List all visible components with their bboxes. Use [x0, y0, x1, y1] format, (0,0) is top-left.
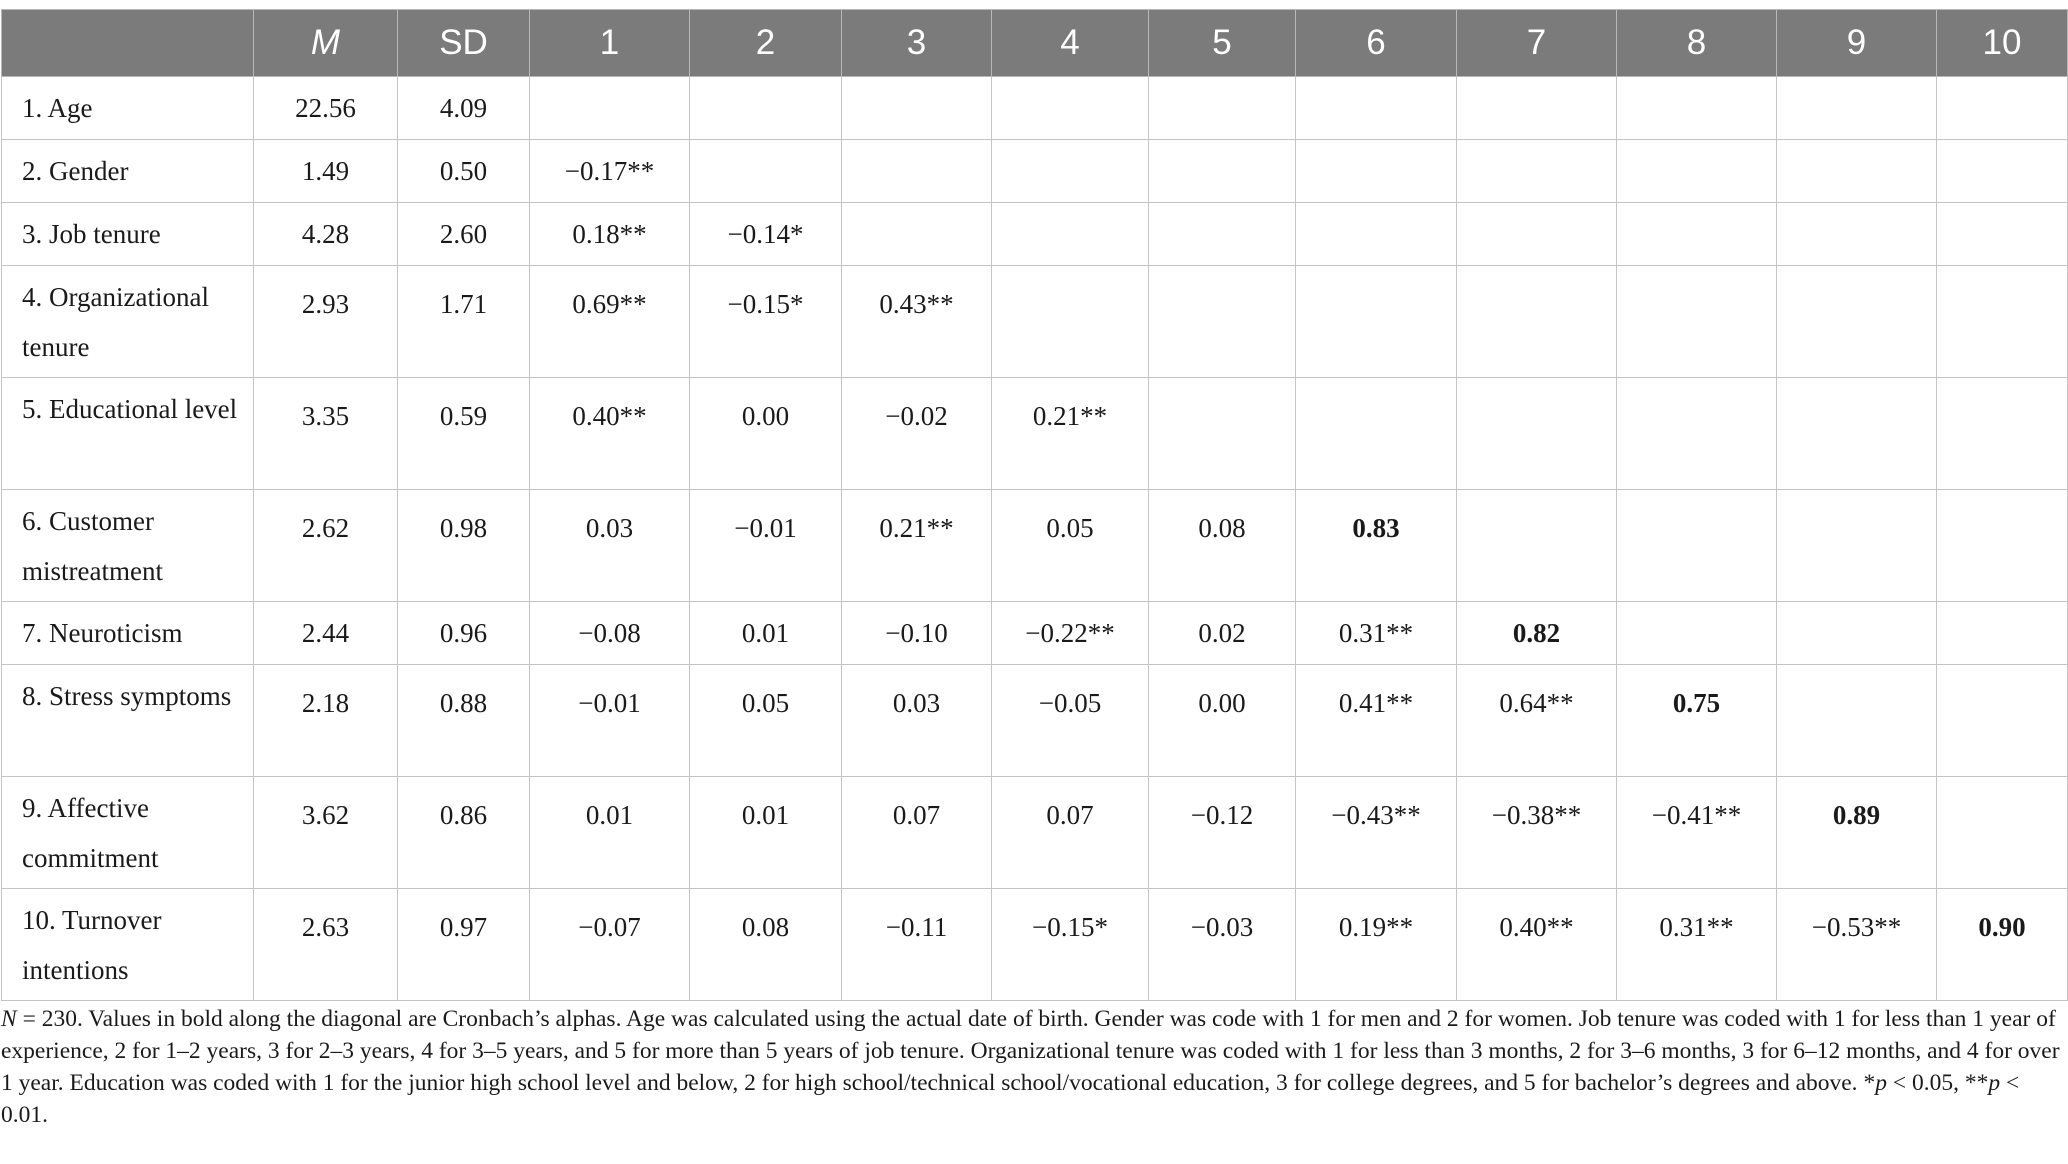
- table-note: [1, 1003, 2067, 1131]
- correlation-cell: [1149, 602, 1296, 665]
- correlation-cell: [1149, 77, 1296, 140]
- mean-value: 2.93: [301, 289, 350, 319]
- correlation-cell: [690, 665, 842, 777]
- correlation-value: 0.02: [1198, 618, 1246, 648]
- diagonal-alpha-cell: [842, 203, 992, 266]
- correlation-cell: [530, 777, 690, 889]
- sd-cell: [398, 266, 530, 378]
- mean-value: 3.62: [301, 800, 350, 830]
- correlation-cell: [1296, 665, 1457, 777]
- correlation-value: 0.08: [1198, 513, 1246, 543]
- correlation-cell: [1937, 602, 2068, 665]
- correlation-cell: [842, 602, 992, 665]
- correlation-value: 0.18**: [572, 219, 647, 249]
- correlation-value: −0.15*: [727, 289, 804, 319]
- correlation-cell: [1777, 602, 1937, 665]
- mean-value: 2.44: [301, 618, 350, 648]
- note-p-symbol: p: [1988, 1070, 2001, 1096]
- correlation-value: 0.31**: [1338, 618, 1414, 648]
- correlation-value: 0.01: [585, 800, 634, 830]
- correlation-value: 0.03: [585, 513, 634, 543]
- variable-label-cell: [2, 777, 254, 889]
- correlation-value: −0.38**: [1491, 800, 1582, 830]
- correlation-cell: [842, 490, 992, 602]
- correlation-cell: [690, 490, 842, 602]
- correlation-cell: [1296, 266, 1457, 378]
- variable-label-cell: [2, 889, 254, 1001]
- header-cell: 3: [842, 10, 992, 77]
- mean-cell: [254, 77, 398, 140]
- correlation-cell: [1457, 490, 1617, 602]
- correlation-cell: [530, 140, 690, 203]
- correlation-cell: [1296, 378, 1457, 490]
- correlation-cell: [1617, 77, 1777, 140]
- correlation-cell: [992, 140, 1149, 203]
- mean-cell: [254, 490, 398, 602]
- correlation-cell: [1457, 665, 1617, 777]
- sd-value: 0.97: [439, 912, 488, 942]
- sd-cell: [398, 665, 530, 777]
- correlation-value: −0.12: [1190, 800, 1254, 830]
- correlation-value: 0.00: [1198, 688, 1246, 718]
- correlation-cell: [690, 602, 842, 665]
- note-n-symbol: N: [1, 1006, 17, 1032]
- correlation-cell: [1617, 266, 1777, 378]
- correlation-cell: [1777, 140, 1937, 203]
- sd-value: 0.50: [439, 156, 488, 186]
- header-cell: [2, 10, 254, 77]
- table-row: [2, 889, 2068, 1001]
- correlation-cell: [992, 378, 1149, 490]
- correlation-value: 0.19**: [1338, 912, 1414, 942]
- correlation-cell: [1457, 889, 1617, 1001]
- sd-value: 0.98: [439, 513, 488, 543]
- correlation-cell: [1457, 140, 1617, 203]
- diagonal-alpha-cell: [1937, 889, 2068, 1001]
- alpha-value: 0.90: [1978, 912, 2026, 942]
- mean-value: 4.28: [301, 219, 350, 249]
- correlation-cell: [530, 665, 690, 777]
- table-row: [2, 266, 2068, 378]
- correlation-cell: [992, 889, 1149, 1001]
- header-cell: 6: [1296, 10, 1457, 77]
- correlation-cell: [1149, 140, 1296, 203]
- mean-cell: [254, 665, 398, 777]
- correlation-cell: [1777, 203, 1937, 266]
- diagonal-alpha-cell: [690, 140, 842, 203]
- header-cell-mean: M: [254, 10, 398, 77]
- header-cell: 4: [992, 10, 1149, 77]
- table-row: [2, 77, 2068, 140]
- correlation-cell: [842, 77, 992, 140]
- correlation-cell: [1457, 378, 1617, 490]
- correlation-cell: [530, 378, 690, 490]
- mean-value: 3.35: [301, 401, 350, 431]
- correlation-value: 0.07: [892, 800, 941, 830]
- correlation-cell: [1617, 602, 1777, 665]
- note-p1-text: < 0.05, **: [1886, 1070, 1989, 1096]
- correlation-cell: [842, 266, 992, 378]
- correlation-value: −0.01: [734, 513, 797, 543]
- correlation-cell: [1296, 777, 1457, 889]
- header-cell: 10: [1937, 10, 2068, 77]
- variable-label-cell: [2, 602, 254, 665]
- correlation-value: −0.08: [578, 618, 641, 648]
- variable-label: 7. Neuroticism: [22, 618, 183, 648]
- alpha-value: 0.89: [1832, 800, 1881, 830]
- sd-cell: [398, 889, 530, 1001]
- correlation-value: 0.21**: [879, 513, 954, 543]
- correlation-cell: [1777, 889, 1937, 1001]
- header-cell: 9: [1777, 10, 1937, 77]
- sd-value: 0.86: [439, 800, 488, 830]
- correlation-cell: [992, 203, 1149, 266]
- mean-cell: [254, 140, 398, 203]
- sd-cell: [398, 777, 530, 889]
- correlation-cell: [992, 665, 1149, 777]
- sd-value: 0.96: [439, 618, 488, 648]
- correlation-cell: [1149, 665, 1296, 777]
- mean-cell: [254, 602, 398, 665]
- mean-cell: [254, 266, 398, 378]
- correlation-cell: [690, 77, 842, 140]
- sd-value: 2.60: [439, 219, 488, 249]
- correlation-cell: [1937, 77, 2068, 140]
- correlation-value: 0.64**: [1499, 688, 1574, 718]
- correlation-cell: [1617, 777, 1777, 889]
- mean-value: 1.49: [301, 156, 350, 186]
- correlation-cell: [1937, 203, 2068, 266]
- table-row: [2, 665, 2068, 777]
- correlation-value: −0.07: [578, 912, 641, 942]
- correlation-cell: [1457, 777, 1617, 889]
- correlation-value: 0.31**: [1659, 912, 1734, 942]
- correlation-cell: [1777, 490, 1937, 602]
- correlation-value: 0.07: [1046, 800, 1094, 830]
- header-cell-sd: SD: [398, 10, 530, 77]
- correlation-cell: [690, 378, 842, 490]
- note-p2-text: < 0.01.: [1, 1070, 2020, 1128]
- correlation-value: −0.41**: [1651, 800, 1742, 830]
- note-p-symbol: p: [1875, 1070, 1887, 1096]
- correlation-value: 0.05: [741, 688, 790, 718]
- correlation-cell: [1777, 665, 1937, 777]
- variable-label: 3. Job tenure: [22, 219, 161, 249]
- table-row: [2, 602, 2068, 665]
- variable-label-cell: [2, 140, 254, 203]
- correlation-cell: [1937, 266, 2068, 378]
- mean-value: 22.56: [295, 93, 356, 123]
- diagonal-alpha-cell: [1296, 490, 1457, 602]
- correlation-cell: [1296, 140, 1457, 203]
- alpha-value: 0.83: [1352, 513, 1400, 543]
- correlation-cell: [1617, 140, 1777, 203]
- correlation-cell: [1937, 490, 2068, 602]
- diagonal-alpha-cell: [1149, 378, 1296, 490]
- correlation-cell: [1149, 889, 1296, 1001]
- correlation-cell: [530, 889, 690, 1001]
- sd-cell: [398, 140, 530, 203]
- table-body: [2, 77, 2068, 1001]
- table-row: [2, 378, 2068, 490]
- mean-cell: [254, 777, 398, 889]
- header-cell: 5: [1149, 10, 1296, 77]
- mean-cell: [254, 889, 398, 1001]
- mean-cell: [254, 378, 398, 490]
- correlation-value: 0.01: [741, 800, 790, 830]
- correlation-cell: [1149, 203, 1296, 266]
- table-header-row: [2, 10, 2068, 77]
- variable-label: 9. Affective commitment: [22, 793, 159, 873]
- variable-label-cell: [2, 490, 254, 602]
- variable-label-cell: [2, 203, 254, 266]
- correlation-value: 0.43**: [879, 289, 954, 319]
- correlation-value: 0.05: [1046, 513, 1094, 543]
- correlation-value: −0.15*: [1032, 912, 1108, 942]
- correlation-value: −0.02: [885, 401, 948, 431]
- header-cell: 7: [1457, 10, 1617, 77]
- sd-cell: [398, 378, 530, 490]
- correlation-cell: [1296, 203, 1457, 266]
- correlation-cell: [842, 378, 992, 490]
- mean-value: 2.62: [301, 513, 350, 543]
- sd-cell: [398, 77, 530, 140]
- correlation-cell: [1777, 378, 1937, 490]
- alpha-value: 0.75: [1672, 688, 1721, 718]
- alpha-value: 0.82: [1512, 618, 1561, 648]
- variable-label-cell: [2, 378, 254, 490]
- mean-cell: [254, 203, 398, 266]
- correlation-cell: [1149, 266, 1296, 378]
- correlation-cell: [530, 266, 690, 378]
- header-cell: 1: [530, 10, 690, 77]
- correlation-cell: [1937, 140, 2068, 203]
- table-row: [2, 777, 2068, 889]
- diagonal-alpha-cell: [992, 266, 1149, 378]
- correlation-value: −0.53**: [1811, 912, 1902, 942]
- sd-value: 1.71: [439, 289, 488, 319]
- correlation-cell: [1777, 266, 1937, 378]
- correlation-value: 0.69**: [572, 289, 647, 319]
- correlation-cell: [992, 602, 1149, 665]
- correlation-cell: [530, 203, 690, 266]
- correlation-cell: [1617, 203, 1777, 266]
- table-row: [2, 490, 2068, 602]
- correlation-cell: [1457, 203, 1617, 266]
- correlation-value: 0.01: [741, 618, 790, 648]
- correlation-cell: [1937, 665, 2068, 777]
- diagonal-alpha-cell: [530, 77, 690, 140]
- variable-label: 1. Age: [22, 93, 93, 123]
- table-row: [2, 203, 2068, 266]
- variable-label: 10. Turnover intentions: [22, 905, 162, 985]
- correlation-cell: [842, 665, 992, 777]
- variable-label-cell: [2, 266, 254, 378]
- diagonal-alpha-cell: [1777, 777, 1937, 889]
- correlation-value: −0.43**: [1331, 800, 1421, 830]
- correlation-cell: [1617, 378, 1777, 490]
- correlation-cell: [992, 490, 1149, 602]
- correlation-cell: [690, 889, 842, 1001]
- correlation-cell: [690, 203, 842, 266]
- correlation-cell: [690, 266, 842, 378]
- correlation-value: −0.10: [885, 618, 948, 648]
- correlation-cell: [1149, 490, 1296, 602]
- variable-label-cell: [2, 665, 254, 777]
- correlation-cell: [842, 889, 992, 1001]
- sd-cell: [398, 203, 530, 266]
- table-row: [2, 140, 2068, 203]
- sd-value: 0.88: [439, 688, 488, 718]
- sd-value: 4.09: [439, 93, 488, 123]
- header-cell: 8: [1617, 10, 1777, 77]
- correlation-value: −0.05: [1038, 688, 1102, 718]
- correlation-cell: [842, 777, 992, 889]
- correlation-value: 0.00: [741, 401, 790, 431]
- variable-label: 5. Educational level: [22, 394, 238, 424]
- correlation-cell: [992, 77, 1149, 140]
- correlation-value: 0.40**: [1499, 912, 1574, 942]
- correlation-cell: [1457, 266, 1617, 378]
- correlation-value: −0.17**: [564, 156, 655, 186]
- correlation-value: −0.03: [1190, 912, 1254, 942]
- correlation-cell: [842, 140, 992, 203]
- correlation-value: −0.01: [578, 688, 641, 718]
- correlation-value: 0.08: [741, 912, 790, 942]
- correlation-cell: [1457, 77, 1617, 140]
- correlation-cell: [1617, 490, 1777, 602]
- correlation-cell: [1777, 77, 1937, 140]
- correlation-cell: [530, 490, 690, 602]
- variable-label: 6. Customer mistreatment: [22, 506, 163, 586]
- correlation-cell: [1296, 77, 1457, 140]
- correlation-cell: [530, 602, 690, 665]
- correlation-cell: [992, 777, 1149, 889]
- diagonal-alpha-cell: [1457, 602, 1617, 665]
- variable-label: 8. Stress symptoms: [22, 681, 232, 711]
- correlation-cell: [1937, 777, 2068, 889]
- header-cell: 2: [690, 10, 842, 77]
- correlation-cell: [1149, 777, 1296, 889]
- correlation-cell: [1296, 889, 1457, 1001]
- note-star: *: [1863, 1070, 1876, 1096]
- variable-label-cell: [2, 77, 254, 140]
- correlation-value: 0.41**: [1338, 688, 1414, 718]
- sd-cell: [398, 602, 530, 665]
- sd-cell: [398, 490, 530, 602]
- correlation-value: −0.22**: [1025, 618, 1115, 648]
- correlation-value: −0.11: [885, 912, 948, 942]
- diagonal-alpha-cell: [1617, 665, 1777, 777]
- variable-label: 2. Gender: [22, 156, 129, 186]
- correlation-cell: [1617, 889, 1777, 1001]
- correlation-value: 0.40**: [572, 401, 647, 431]
- correlation-value: 0.21**: [1032, 401, 1108, 431]
- correlation-value: −0.14*: [727, 219, 804, 249]
- note-text: = 230. Values in bold along the diagonal are Cronbach’s alphas. Age was calculated using the actual date of birth. Gender was code with 1 for men and 2 for women. Job tenure was coded with 1 for less than 1 year of experience, 2 for 1–2 years, 3 for 2–3 years, 4 for 3–5 years, and 5 for more than 5 years of job tenure. Organizational tenure was coded with 1 for less than 3 months, 2 for 3–6 months, 3 for 6–12 months, and 4 for over 1 year. Education was coded with 1 for the junior high school level and below, 2 for high school/technical school/vocational education, 3 for college degrees, and 5 for bachelor’s degrees and above.: [1, 1006, 2060, 1096]
- mean-value: 2.18: [301, 688, 350, 718]
- correlation-table: [1, 9, 2068, 1001]
- correlation-value: 0.03: [892, 688, 941, 718]
- correlation-cell: [690, 777, 842, 889]
- correlation-cell: [1296, 602, 1457, 665]
- correlation-cell: [1937, 378, 2068, 490]
- mean-value: 2.63: [301, 912, 350, 942]
- variable-label: 4. Organizational tenure: [22, 282, 209, 362]
- sd-value: 0.59: [439, 401, 488, 431]
